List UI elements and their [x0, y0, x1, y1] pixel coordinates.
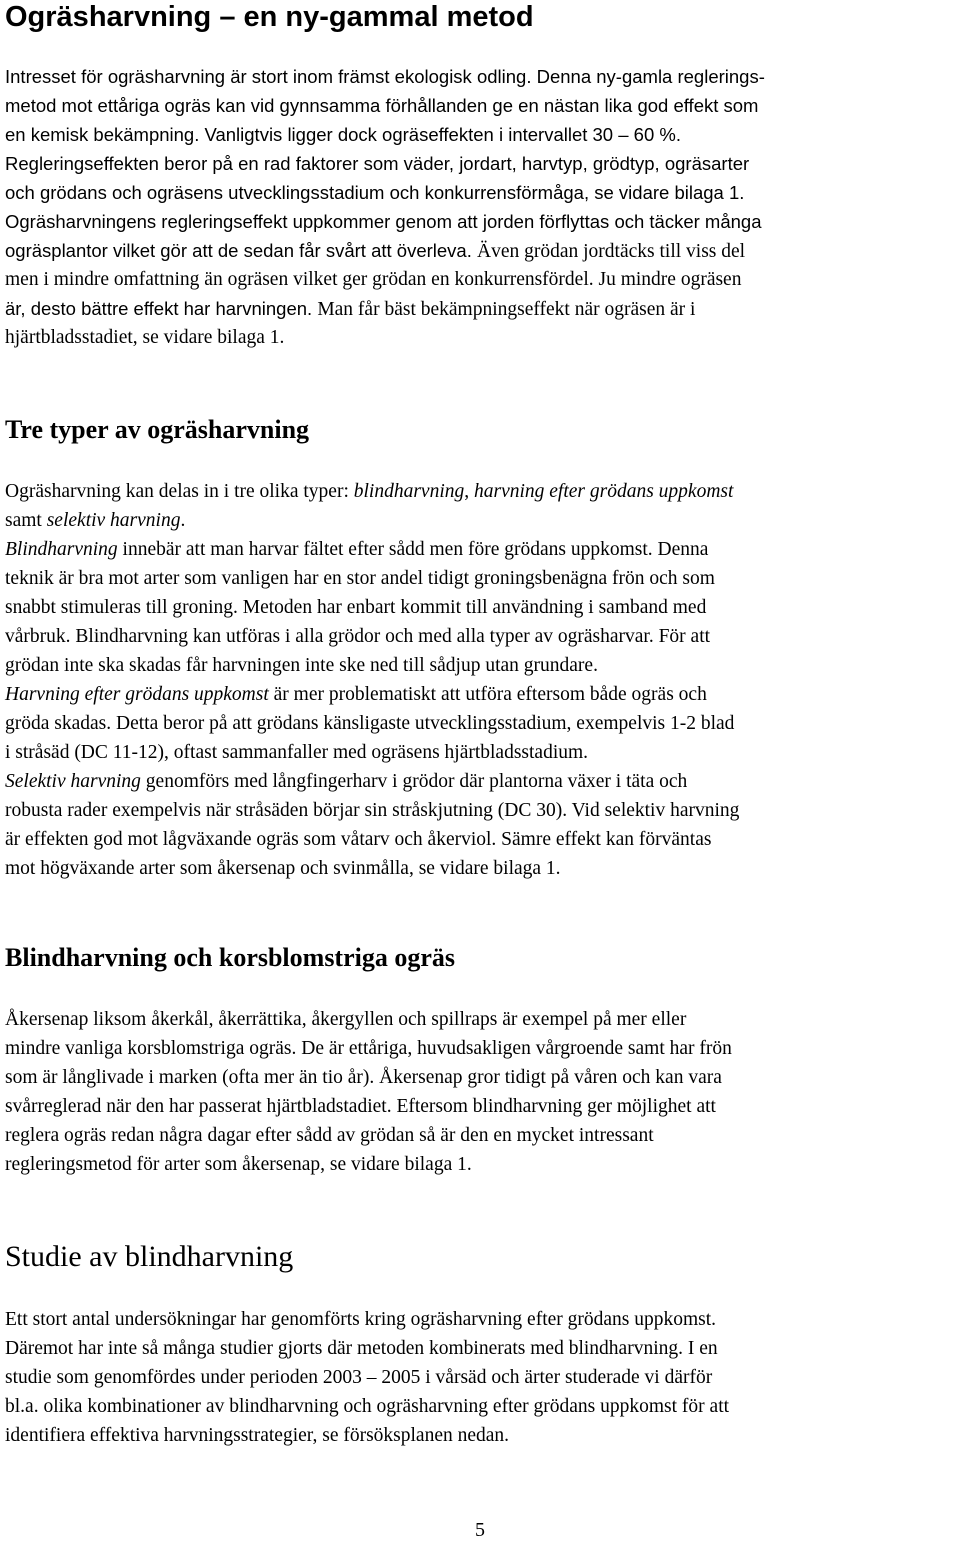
text-line: och grödans och ogräsens utvecklingsstadium och konkurrensförmåga, se vidare bilaga 1. — [5, 182, 745, 203]
text-run: en kemisk bekämpning. — [5, 124, 205, 145]
text-run: Man får bäst bekämpningseffekt när ogräsen är i — [317, 299, 696, 320]
text-line — [5, 236, 960, 265]
text-run: men i mindre omfattning än ogräsen vilket ger grödan en konkurrensfördel. — [5, 269, 599, 290]
text-line: vårbruk. Blindharvning kan utföras i alla grödor och med alla typer av ogräsharvar. För att — [5, 626, 711, 647]
text-run: samt — [5, 510, 47, 531]
text-line: robusta rader exempelvis när stråsäden börjar sin stråskjutning (DC 30). Vid selektiv harvning — [5, 800, 740, 821]
text-line: Åkersenap liksom åkerkål, åkerrättika, åkergyllen och spillraps är exempel på mer eller — [5, 1009, 687, 1030]
text-line: bl.a. olika kombinationer av blindharvning och ogräsharvning efter grödans uppkomst för att — [5, 1396, 730, 1417]
emphasis-text: Selektiv harvning — [5, 771, 141, 792]
emphasis-text: Blindharvning — [5, 539, 118, 560]
text-line — [5, 294, 960, 323]
text-line — [5, 265, 960, 294]
text-line: som är långlivade i marken (ofta mer än tio år). Åkersenap gror tidigt på våren och kan vara — [5, 1067, 722, 1088]
text-line — [5, 680, 960, 709]
text-line: är effekten god mot lågväxande ogräs som våtarv och åkerviol. Sämre effekt kan förväntas — [5, 829, 712, 850]
text-run: Ogräsharvning kan delas in i tre olika typer: — [5, 481, 354, 502]
emphasis-text: blindharvning — [353, 481, 465, 502]
section-paragraph — [5, 477, 960, 883]
emphasis-text: harvning efter grödans uppkomst — [473, 481, 734, 502]
text-line: Regleringseffekten beror på en rad faktorer som väder, jordart, harvtyp, grödtyp, ogräsarter — [5, 153, 750, 174]
section-paragraph — [5, 1305, 960, 1450]
text-run: . — [180, 510, 186, 531]
section-heading: Tre typer av ogräsharvning — [5, 415, 310, 444]
text-run: Vanligtvis ligger dock ogräseffekten i intervallet 30 – 60 %. — [204, 124, 681, 145]
emphasis-text: Harvning efter grödans uppkomst — [5, 684, 269, 705]
text-line: Ogräsharvningens regleringseffekt uppkommer genom att jorden förflyttas och täcker många — [5, 211, 762, 232]
text-run: , — [464, 481, 474, 502]
text-run: är mer problematiskt att utföra eftersom både ogräs och — [268, 684, 707, 705]
text-line: snabbt stimuleras till groning. Metoden har enbart kommit till användning i samband med — [5, 597, 707, 618]
text-run: Ju mindre ogräsen — [598, 269, 742, 290]
text-line: metod mot ettåriga ogräs kan vid gynnsamma förhållanden ge en nästan lika god effekt som — [5, 95, 759, 116]
text-line: svårreglerad när den har passerat hjärtbladstadiet. Eftersom blindharvning ger möjlighet att — [5, 1096, 716, 1117]
text-line: Däremot har inte så många studier gjorts där metoden kombinerats med blindharvning. I en — [5, 1338, 718, 1359]
intro-paragraph — [5, 62, 960, 352]
text-run: ogräsplantor vilket gör att de sedan får svårt att överleva. — [5, 240, 477, 261]
text-run: genomförs med långfingerharv i grödor där plantorna växer i täta och — [140, 771, 688, 792]
text-line: mot högväxande arter som åkersenap och svinmålla, se vidare bilaga 1. — [5, 858, 561, 879]
text-line: identifiera effektiva harvningsstrategier, se försöksplanen nedan. — [5, 1425, 510, 1446]
text-line: Intresset för ogräsharvning är stort inom främst ekologisk odling. Denna ny-gamla reglerings- — [5, 66, 765, 87]
text-line: grödan inte ska skadas får harvningen inte ske ned till sådjup utan grundare. — [5, 655, 598, 676]
text-line: regleringsmetod för arter som åkersenap, se vidare bilaga 1. — [5, 1154, 472, 1175]
text-line: reglera ogräs redan några dagar efter sådd av grödan så är den en mycket intressant — [5, 1125, 654, 1146]
text-line — [5, 506, 960, 535]
text-run: Även grödan jordtäcks till viss del — [477, 241, 746, 262]
section-heading: Studie av blindharvning — [5, 1240, 294, 1273]
text-line: i stråsäd (DC 11-12), oftast sammanfaller med ogräsens hjärtbladsstadium. — [5, 742, 589, 763]
text-line: gröda skadas. Detta beror på att grödans känsligaste utvecklingsstadium, exempelvis 1-2 blad — [5, 713, 735, 734]
text-line: teknik är bra mot arter som vanligen har en stor andel tidigt groningsbenägna frön och som — [5, 568, 715, 589]
text-line — [5, 767, 960, 796]
text-line: studie som genomfördes under perioden 2003 – 2005 i vårsäd och ärter studerade vi därför — [5, 1367, 713, 1388]
emphasis-text: selektiv harvning — [46, 510, 181, 531]
text-line: Ett stort antal undersökningar har genomförts kring ogräsharvning efter grödans uppkomst. — [5, 1309, 717, 1330]
text-line: mindre vanliga korsblomstriga ogräs. De är ettåriga, huvudsakligen vårgroende samt har frön — [5, 1038, 732, 1059]
text-run: är, desto bättre effekt har harvningen. — [5, 298, 318, 319]
text-run: innebär att man harvar fältet efter sådd men före grödans uppkomst. Denna — [117, 539, 709, 560]
text-line: hjärtbladsstadiet, se vidare bilaga 1. — [5, 327, 285, 348]
section-paragraph — [5, 1005, 960, 1179]
section-heading: Blindharvning och korsblomstriga ogräs — [5, 943, 456, 972]
page-number: 5 — [475, 1519, 485, 1541]
text-line — [5, 477, 960, 506]
page-title: Ogräsharvning – en ny-gammal metod — [5, 1, 534, 33]
text-line — [5, 120, 960, 149]
text-line — [5, 535, 960, 564]
